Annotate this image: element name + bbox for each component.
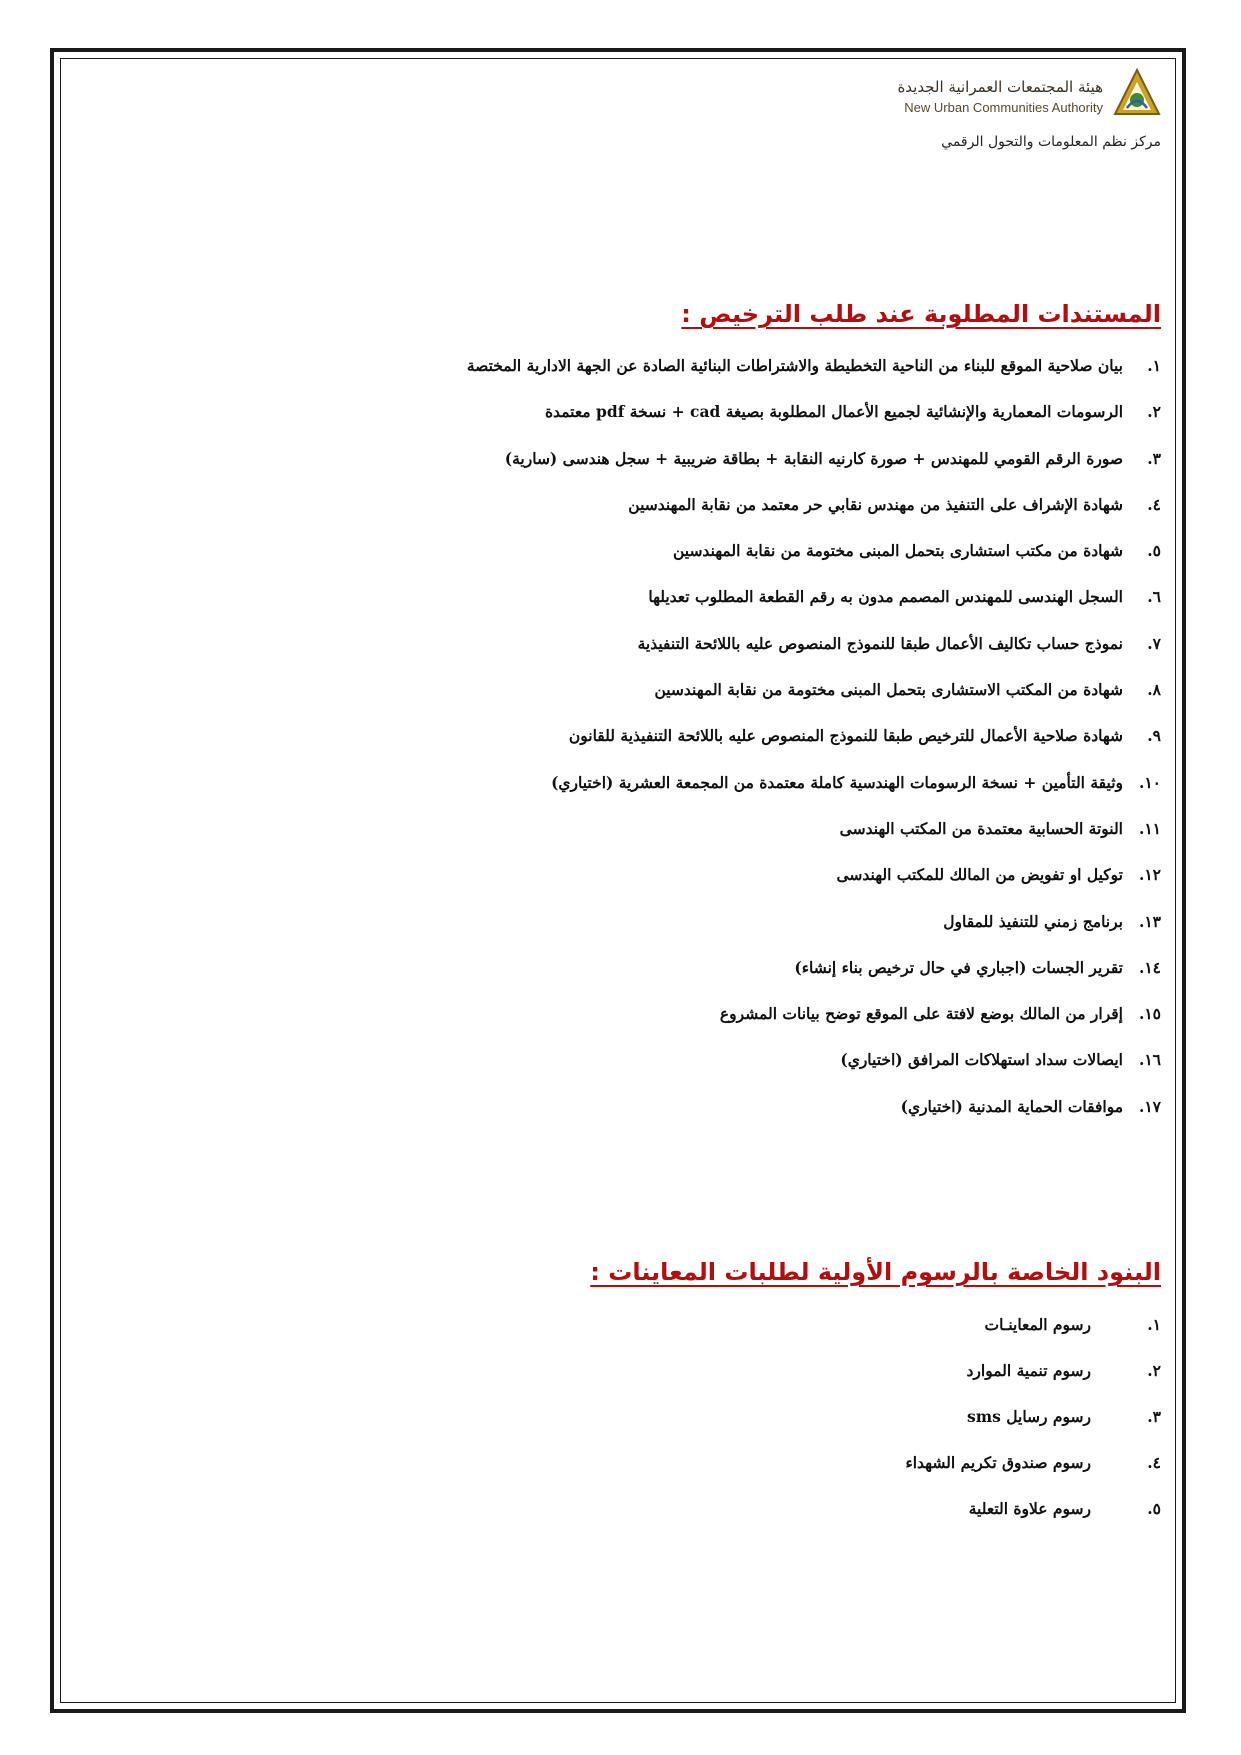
list-item-number: ٥.	[1147, 1499, 1161, 1518]
list-item-text: وثيقة التأمين + نسخة الرسومات الهندسية كاملة معتمدة من المجمعة العشرية (اختياري)	[551, 772, 1123, 792]
list-item-text: الرسومات المعمارية والإنشائية لجميع الأعمال المطلوبة بصيغة cad + نسخة pdf معتمدة	[544, 402, 1123, 422]
list-item	[467, 722, 1161, 768]
inspection-fees-title: البنود الخاصة بالرسوم الأولية لطلبات المعاينات :	[590, 1258, 1161, 1286]
list-item-text: شهادة صلاحية الأعمال للترخيص طبقا للنموذج المنصوص عليه باللائحة التنفيذية للقانون	[568, 726, 1123, 746]
inspection-fees-list	[905, 1311, 1161, 1541]
list-item-text: نموذج حساب تكاليف الأعمال طبقا للنموذج المنصوص عليه باللائحة التنفيذية	[637, 633, 1123, 653]
list-item-text: النوتة الحسابية معتمدة من المكتب الهندسى	[839, 818, 1123, 838]
nuca-logo-icon	[1113, 68, 1161, 118]
list-item-number: ١٦.	[1138, 1050, 1161, 1070]
list-item-number: ٤.	[1147, 1453, 1161, 1472]
list-item-text: شهادة الإشراف على التنفيذ من مهندس نقابي حر معتمد من نقابة المهندسين	[628, 494, 1123, 514]
list-item-number: ١٠.	[1138, 772, 1161, 792]
list-item	[467, 861, 1161, 907]
list-item-text: رسوم تنمية الموارد	[966, 1361, 1091, 1380]
list-item-number: ٨.	[1147, 680, 1161, 700]
list-item-text: موافقات الحماية المدنية (اختياري)	[900, 1096, 1123, 1116]
list-item-text: شهادة من مكتب استشارى بتحمل المبنى مختومة من نقابة المهندسين	[672, 541, 1123, 561]
list-item	[905, 1449, 1161, 1495]
list-item-number: ٤.	[1147, 494, 1161, 514]
list-item	[467, 1093, 1161, 1139]
list-item	[467, 908, 1161, 954]
list-item	[467, 398, 1161, 444]
list-item	[467, 769, 1161, 815]
list-item-text: تقرير الجسات (اجباري في حال ترخيص بناء إنشاء)	[794, 957, 1123, 977]
list-item	[905, 1311, 1161, 1357]
list-item-text: شهادة من المكتب الاستشارى بتحمل المبنى مختومة من نقابة المهندسين	[654, 680, 1123, 700]
org-name-arabic: هيئة المجتمعات العمرانية الجديدة	[897, 78, 1103, 96]
list-item	[467, 1000, 1161, 1046]
org-name-english: New Urban Communities Authority	[904, 100, 1103, 115]
list-item-number: ٧.	[1147, 633, 1161, 653]
list-item-number: ٦.	[1147, 587, 1161, 607]
list-item-text: رسوم رسايل sms	[967, 1407, 1091, 1426]
list-item	[467, 352, 1161, 398]
list-item-text: رسوم المعاينـات	[984, 1315, 1091, 1334]
list-item	[467, 1046, 1161, 1092]
list-item-text: توكيل او تفويض من المالك للمكتب الهندسى	[836, 865, 1123, 885]
list-item	[905, 1403, 1161, 1449]
list-item-number: ٣.	[1147, 1407, 1161, 1426]
list-item-text: ايصالات سداد استهلاكات المرافق (اختياري)	[840, 1050, 1123, 1070]
list-item-text: إقرار من المالك بوضع لافتة على الموقع توضح بيانات المشروع	[719, 1004, 1123, 1024]
list-item	[467, 676, 1161, 722]
list-item-number: ١٣.	[1138, 911, 1161, 931]
list-item-number: ٥.	[1147, 541, 1161, 561]
list-item	[467, 491, 1161, 537]
list-item-text: بيان صلاحية الموقع للبناء من الناحية التخطيطة والاشتراطات البنائية الصادة عن الجهة الادارية المختصة	[466, 356, 1123, 375]
list-item-number: ٩.	[1147, 726, 1161, 746]
list-item	[467, 583, 1161, 629]
list-item-text: صورة الرقم القومي للمهندس + صورة كارنيه النقابة + بطاقة ضريبية + سجل هندسى (سارية)	[504, 448, 1123, 468]
list-item-number: ١.	[1147, 1315, 1161, 1334]
department-name: مركز نظم المعلومات والتحول الرقمي	[941, 134, 1161, 150]
required-documents-list	[467, 352, 1161, 1139]
list-item	[905, 1357, 1161, 1403]
list-item-number: ١١.	[1138, 818, 1161, 838]
list-item-text: برنامج زمني للتنفيذ للمقاول	[943, 911, 1123, 931]
list-item-number: ١٧.	[1138, 1096, 1161, 1116]
list-item-number: ١٥.	[1138, 1004, 1161, 1024]
list-item	[467, 445, 1161, 491]
list-item-text: رسوم علاوة التعلية	[968, 1499, 1091, 1518]
list-item-text: السجل الهندسى للمهندس المصمم مدون به رقم القطعة المطلوب تعديلها	[648, 587, 1123, 607]
list-item	[467, 537, 1161, 583]
list-item	[467, 954, 1161, 1000]
list-item	[467, 815, 1161, 861]
list-item-number: ١٤.	[1138, 957, 1161, 977]
list-item	[467, 630, 1161, 676]
required-documents-title: المستندات المطلوبة عند طلب الترخيص :	[681, 300, 1161, 328]
list-item-number: ٢.	[1147, 1361, 1161, 1380]
list-item-number: ١.	[1147, 356, 1161, 375]
list-item	[905, 1495, 1161, 1541]
list-item-text: رسوم صندوق تكريم الشهداء	[905, 1453, 1091, 1472]
list-item-number: ١٢.	[1138, 865, 1161, 885]
list-item-number: ٣.	[1147, 448, 1161, 468]
list-item-number: ٢.	[1147, 402, 1161, 422]
